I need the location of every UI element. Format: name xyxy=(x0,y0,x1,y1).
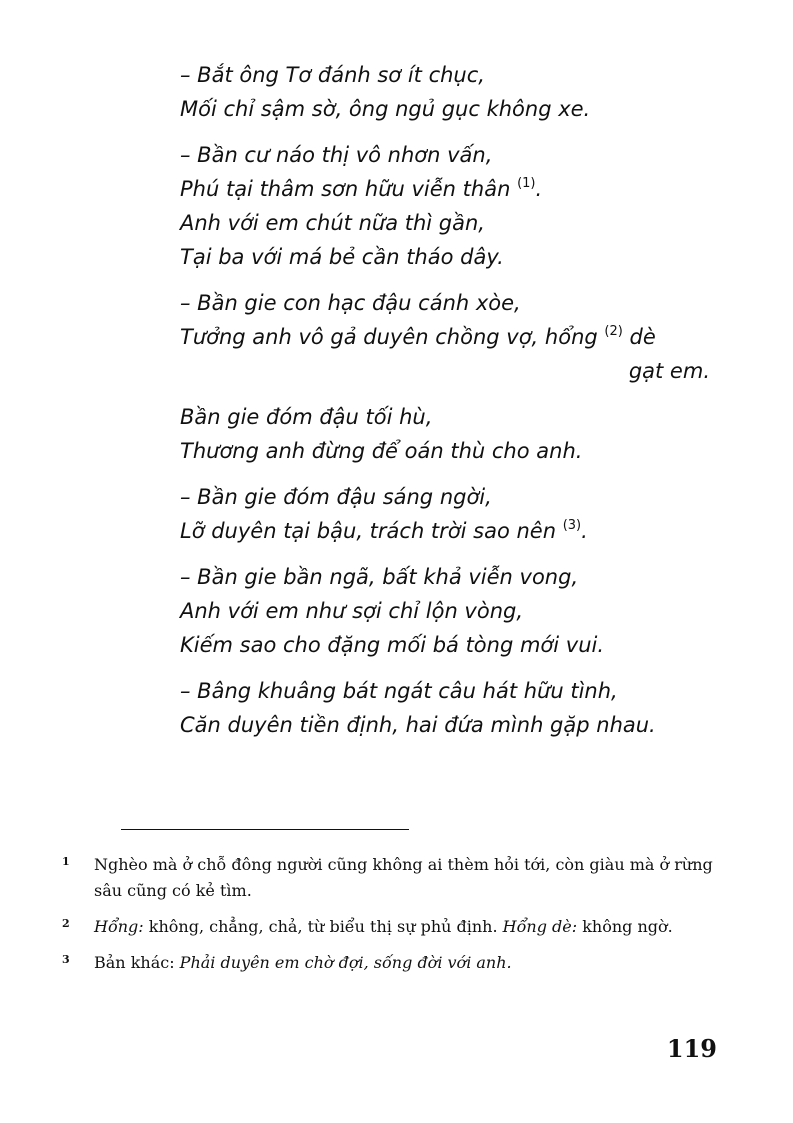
footnote-1 xyxy=(62,852,722,904)
poem-line-with-footnote xyxy=(180,172,720,206)
poem-line-continuation: gạt em. xyxy=(628,359,710,383)
poem-line: – Bắt ông Tơ đánh sơ ít chục, xyxy=(180,63,485,87)
stanza-2 xyxy=(180,138,720,274)
footnote-ref-3: (3) xyxy=(562,518,582,533)
poem-line: Tại ba với má bẻ cần tháo dây. xyxy=(180,245,504,269)
footnote-number: 1 xyxy=(62,855,70,868)
footnote-ref-2: (2) xyxy=(604,324,623,339)
poem-line-text: Lỡ duyên tại bậu, trách trời sao nên xyxy=(180,519,557,543)
stanza-3 xyxy=(180,286,720,388)
footnote-2 xyxy=(62,914,722,940)
footnote-italic-text: Phải duyên em chờ đợi, sống đời với anh. xyxy=(179,953,512,972)
stanza-4 xyxy=(180,400,720,468)
footnote-3 xyxy=(62,950,722,976)
poem-line: – Bần gie bần ngã, bất khả viễn vong, xyxy=(180,565,579,589)
poem-line: Anh với em chút nữa thì gần, xyxy=(180,211,485,235)
poem-line-with-footnote xyxy=(180,320,720,354)
poem-line: – Bần gie đóm đậu sáng ngời, xyxy=(180,485,492,509)
stanza-6 xyxy=(180,560,720,662)
poem-line: Anh với em như sợi chỉ lộn vòng, xyxy=(180,599,524,623)
poem-line-text: Phú tại thâm sơn hữu viễn thân xyxy=(180,177,511,201)
poem-line: Kiếm sao cho đặng mối bá tòng mới vui. xyxy=(180,633,605,657)
footnote-text: không, chẳng, chả, từ biểu thị sự phủ định. xyxy=(143,917,503,936)
footnote-ref-1: (1) xyxy=(517,176,536,191)
footnote-number: 3 xyxy=(62,953,70,966)
poem-line: – Bần cư náo thị vô nhơn vấn, xyxy=(180,143,493,167)
poem-line: – Bần gie con hạc đậu cánh xòe, xyxy=(180,291,521,315)
poem-line: Mối chỉ sậm sờ, ông ngủ gục không xe. xyxy=(180,97,591,121)
poem-line: Thương anh đừng để oán thù cho anh. xyxy=(180,439,583,463)
footnote-text: không ngờ. xyxy=(577,917,673,936)
footnotes xyxy=(62,852,722,986)
line-punctuation: . xyxy=(581,519,588,543)
poem-line-with-footnote xyxy=(180,514,720,548)
footnote-text: Nghèo mà ở chỗ đông người cũng không ai thèm hỏi tới, còn giàu mà ở rừng sâu cũng có kẻ tìm. xyxy=(94,855,713,900)
stanza-7 xyxy=(180,674,720,742)
poem xyxy=(180,58,720,754)
poem-line: – Bâng khuâng bát ngát câu hát hữu tình, xyxy=(180,679,618,703)
poem-line-text: Tưởng anh vô gả duyên chồng vợ, hổng xyxy=(180,325,598,349)
poem-line: Căn duyên tiền định, hai đứa mình gặp nhau. xyxy=(180,713,656,737)
footnote-divider xyxy=(121,829,409,830)
footnote-number: 2 xyxy=(62,917,70,930)
footnote-text: Bản khác: xyxy=(94,953,180,972)
footnote-term: Hổng: xyxy=(94,917,144,936)
line-punctuation: . xyxy=(535,177,543,201)
poem-line-text: dè xyxy=(629,325,656,349)
stanza-5 xyxy=(180,480,720,548)
stanza-1 xyxy=(180,58,720,126)
page-number: 119 xyxy=(666,1034,717,1063)
poem-line: Bần gie đóm đậu tối hù, xyxy=(180,405,433,429)
footnote-term: Hổng dè: xyxy=(502,917,578,936)
